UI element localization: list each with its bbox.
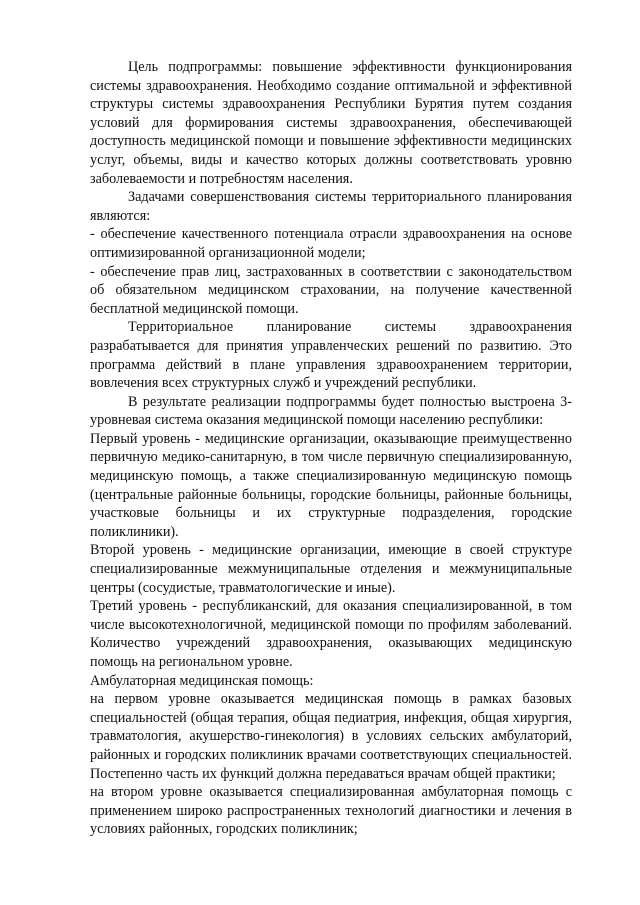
outpatient-level-1: на первом уровне оказывается медицинская помощь в рамках базовых специальностей (общая терапия, общая педиатрия, инфекция, общая хирургия, травматология, акушерство-гинекология) в условиях сельских амбулаторий, районных и городских поликлиник врачами соответствующих специальностей. Постепенно часть их функций должна передаваться врачам общей практики; [90,691,572,782]
level-3-paragraph: Третий уровень - республиканский, для оказания специализированной, в том числе высокотехнологичной, медицинской помощи по профилям заболеваний. Количество учреждений здравоохранения, оказывающих медицинскую помощь на региональном уровне. [90,598,572,670]
outpatient-level-2: на втором уровне оказывается специализированная амбулаторная помощь с применением широко распространенных технологий диагностики и лечения в условиях районных, городских поликлиник; [90,784,572,838]
tasks-heading: Задачами совершенствования системы территориального планирования являются: [90,189,572,224]
goal-paragraph: Цель подпрограммы: повышение эффективности функционирования системы здравоохранения. Необходимо создание оптимальной и эффективной структуры системы здравоохранения Республики Бурятия путем создания условий для формирования системы здравоохранения, обеспечивающей доступность медицинской помощи и повышение эффективности медицинских услуг, объемы, виды и качество которых должны соответствовать уровню заболеваемости и потребностям населения. [90,59,572,187]
task-item-1: - обеспечение качественного потенциала отрасли здравоохранения на основе оптимизированной организационной модели; [90,226,572,261]
level-2-paragraph: Второй уровень - медицинские организации, имеющие в своей структуре специализированные межмуниципальные отделения и межмуниципальные центры (сосудистые, травматологические и иные). [90,542,572,596]
document-page [90,58,572,839]
outpatient-heading: Амбулаторная медицинская помощь: [90,672,314,689]
level-1-paragraph: Первый уровень - медицинские организации, оказывающие преимущественно первичную медико-санитарную, в том числе первичную специализированную, медицинскую помощь, а также специализированную медицинскую помощь (центральные районные больницы, городские больницы, районные больницы, участковые больницы и их структурные подразделения, городские поликлиники). [90,430,572,540]
result-paragraph: В результате реализации подпрограммы будет полностью выстроена 3-уровневая система оказания медицинской помощи населению республики: [90,393,572,429]
task-item-2: - обеспечение прав лиц, застрахованных в соответствии с законодательством об обязательном медицинском страховании, на получение качественной бесплатной медицинской помощи. [90,263,572,317]
planning-paragraph: Территориальное планирование системы здравоохранения разрабатывается для принятия управленческих решений по развитию. Это программа действий в плане управления здравоохранением территории, вовлечения всех структурных служб и учреждений республики. [90,319,572,392]
